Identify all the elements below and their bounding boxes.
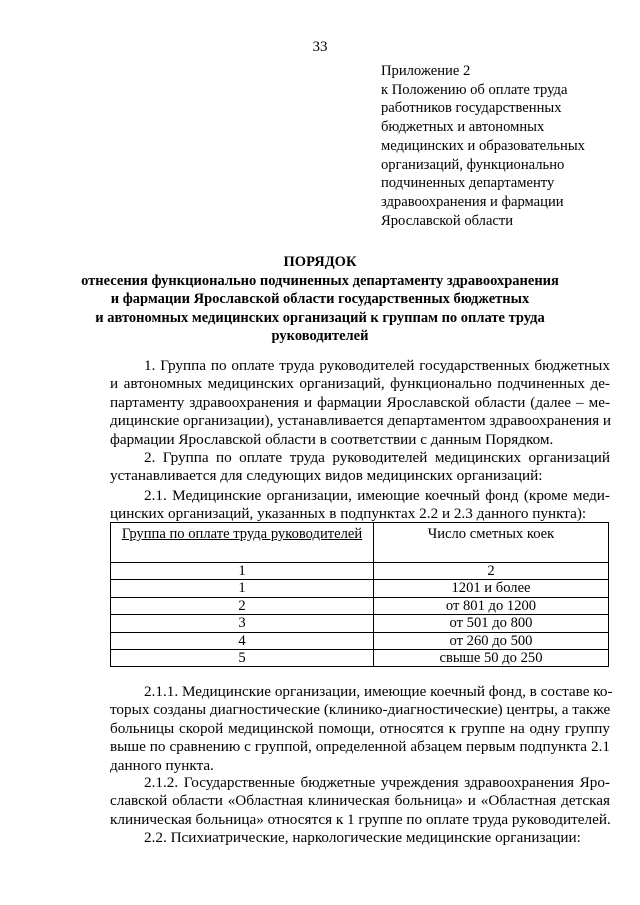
appendix-line: бюджетных и автономных: [381, 119, 545, 136]
appendix-line: к Положению об оплате труда: [381, 81, 568, 98]
appendix-line: работников государственных: [381, 100, 562, 117]
paragraph-2-1: [110, 487, 610, 524]
appendix-block: [381, 62, 616, 230]
table-row: [111, 615, 609, 632]
appendix-line: подчиненных департаменту: [381, 175, 555, 192]
title-line: руководителей: [271, 328, 369, 345]
text-line: славской области «Областная клиническая больница» и «Областная детская: [110, 792, 610, 810]
text-line: торых созданы диагностические (клинико-диагностические) центры, а также: [110, 701, 611, 719]
page-number: 33: [312, 39, 328, 55]
table-cell: 2: [374, 563, 609, 580]
text-line: выше по сравнению с группой, определенной абзацем первым подпункта 2.1: [110, 738, 610, 756]
text-line: 2.1.1. Медицинские организации, имеющие коечный фонд, в составе ко-: [144, 683, 613, 700]
title-main: ПОРЯДОК: [283, 254, 357, 270]
table-cell: 1: [111, 580, 374, 597]
appendix-line: Ярославской области: [381, 212, 514, 229]
text-line: данного пункта.: [110, 756, 214, 774]
paragraph-1: [110, 357, 610, 449]
table-cell: 1201 и более: [374, 580, 609, 597]
groups-table: [110, 522, 609, 667]
appendix-line: здравоохранения и фармации: [381, 193, 564, 210]
document-title: [80, 253, 560, 346]
table-row: [111, 580, 609, 597]
appendix-line: медицинских и образовательных: [381, 137, 585, 154]
title-subtitle: [80, 272, 560, 346]
paragraph-2-2: [110, 829, 610, 847]
text-line: 1. Группа по оплате труда руководителей государственных бюджетных: [144, 357, 610, 374]
table-cell: свыше 50 до 250: [374, 650, 609, 667]
title-line: и фармации Ярославской области государственных бюджетных: [110, 291, 530, 308]
table-header-group: Группа по оплате труда руководителей: [111, 523, 374, 563]
table-row: [111, 632, 609, 649]
table-cell: от 260 до 500: [374, 632, 609, 649]
table-row: [111, 563, 609, 580]
paragraph-2-1-2: [110, 774, 610, 829]
text-line: 2. Группа по оплате труда руководителей медицинских организаций: [144, 449, 610, 466]
text-line: больницы скорой медицинской помощи, относятся к группе на одну группу: [110, 719, 610, 737]
table-cell: 3: [111, 615, 374, 632]
table-cell: от 801 до 1200: [374, 597, 609, 614]
appendix-line: Приложение 2: [381, 63, 471, 79]
appendix-line: организаций, функционально: [381, 156, 565, 173]
title-line: отнесения функционально подчиненных департаменту здравоохранения: [81, 272, 559, 289]
table-header-row: [111, 523, 609, 563]
paragraph-2-1-1: [110, 683, 613, 775]
text-line: 2.2. Психиатрические, наркологические медицинские организации:: [144, 829, 581, 846]
text-line: устанавливается для следующих видов медицинских организаций:: [110, 467, 543, 485]
title-line: и автономных медицинских организаций к группам по оплате труда: [95, 309, 545, 326]
table-cell: 1: [111, 563, 374, 580]
table-header-beds: Число сметных коек: [374, 523, 609, 563]
table-cell: 2: [111, 597, 374, 614]
text-line: дицинские организации), устанавливается департаментом здравоохранения и: [110, 412, 612, 430]
text-line: и автономных медицинских организаций, функционально подчиненных де-: [110, 375, 610, 393]
table-cell: 5: [111, 650, 374, 667]
text-line: 2.1. Медицинские организации, имеющие коечный фонд (кроме меди-: [144, 487, 610, 504]
table-cell: 4: [111, 632, 374, 649]
table-cell: от 501 до 800: [374, 615, 609, 632]
text-line: партаменту здравоохранения и фармации Ярославской области (далее – ме-: [110, 393, 610, 411]
text-line: цинских организаций, указанных в подпунктах 2.2 и 2.3 данного пункта):: [110, 505, 587, 523]
paragraph-2: [110, 449, 610, 486]
text-line: клиническая больница» относятся к 1 группе по оплате труда руководителей.: [110, 810, 611, 828]
text-line: 2.1.2. Государственные бюджетные учреждения здравоохранения Яро-: [144, 774, 610, 791]
text-line: фармации Ярославской области в соответствии с данным Порядком.: [110, 430, 554, 448]
table-row: [111, 650, 609, 667]
table-row: [111, 597, 609, 614]
